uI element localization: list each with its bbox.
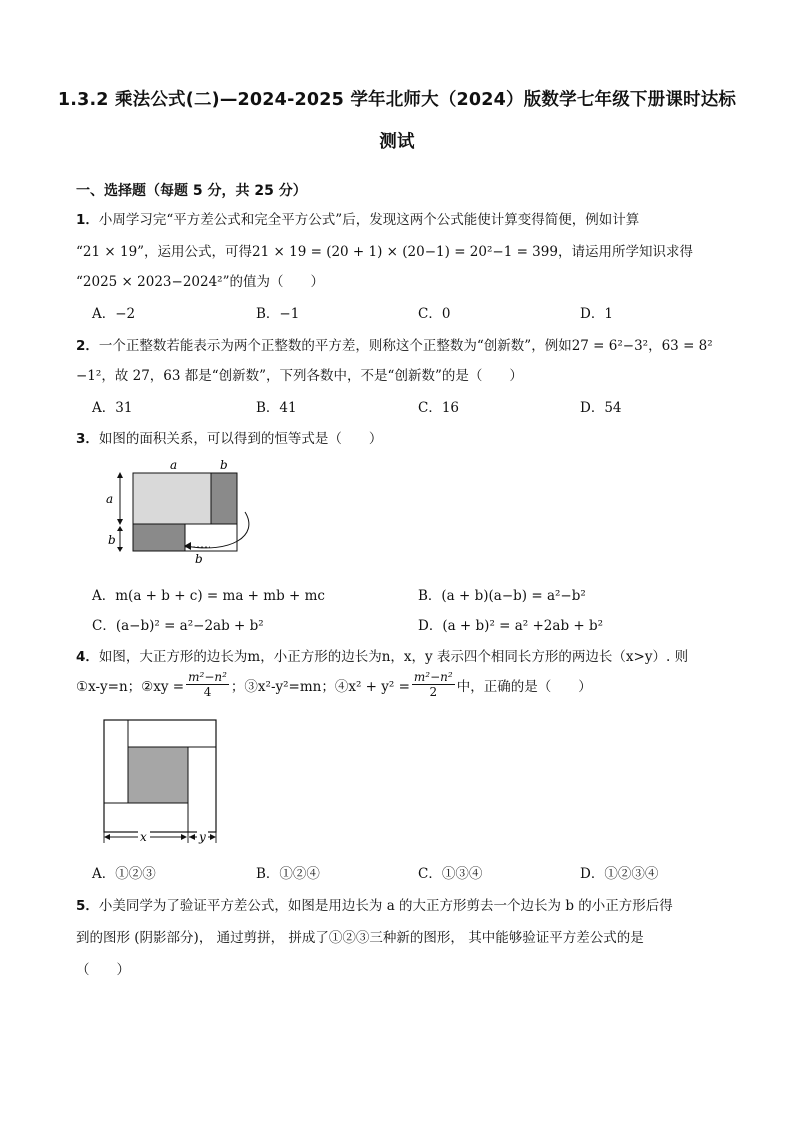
question-4-number: 4． xyxy=(76,649,99,665)
figure-label-a-left: a xyxy=(106,492,114,506)
fraction-xy xyxy=(186,670,229,699)
question-3-text: 如图的面积关系，可以得到的恒等式是（ ） xyxy=(98,431,383,447)
question-5-line-2: 到的图形 (阴影部分)， 通过剪拼， 拼成了①②③三种新的图形， 其中能够验证平方差公式的是 xyxy=(76,930,644,946)
question-4-statement-1-2: ①x-y=n；②xy = xyxy=(76,678,185,695)
fraction-sum-squares xyxy=(412,670,455,699)
strip-b-bottom xyxy=(133,524,185,551)
question-3-option-d[interactable]: D．(a + b)² = a² +2ab + b² xyxy=(418,618,604,634)
question-1-line-1 xyxy=(76,208,639,228)
question-1-option-d[interactable]: D．1 xyxy=(580,306,613,322)
figure-label-x: x xyxy=(140,830,147,844)
question-3-option-a[interactable]: A．m(a + b + c) = ma + mb + mc xyxy=(92,588,325,604)
question-2-option-b[interactable]: B．41 xyxy=(256,400,297,416)
fraction-sum-denominator: 2 xyxy=(429,685,438,699)
question-3-option-b[interactable]: B．(a + b)(a−b) = a²−b² xyxy=(418,588,586,604)
question-5-number: 5． xyxy=(76,898,99,914)
rectangle-a-by-a xyxy=(133,473,211,524)
question-2-line-2: −1²，故 27，63 都是“创新数”，下列各数中，不是“创新数”的是（ ） xyxy=(76,368,523,384)
section-heading: 一、选择题（每题 5 分，共 25 分） xyxy=(76,183,307,199)
question-2-text: 一个正整数若能表示为两个正整数的平方差，则称这个正整数为“创新数”，例如27 = 6²−3²，63 = 8² xyxy=(98,338,713,354)
question-5-line-1 xyxy=(76,894,673,914)
fraction-xy-numerator: m²−n² xyxy=(188,670,227,684)
question-1-text: 小周学习完“平方差公式和完全平方公式”后，发现这两个公式能使计算变得简便，例如计算 xyxy=(98,212,640,228)
arrow-head-up xyxy=(117,472,123,478)
arrow-head-down-b xyxy=(117,547,123,552)
question-2-option-c[interactable]: C．16 xyxy=(418,400,460,416)
question-4-text: 如图，大正方形的边长为m，小正方形的边长为n，x，y 表示四个相同长方形的两边长（x>y）. 则 xyxy=(98,649,689,665)
arrow-x-right xyxy=(181,834,187,840)
page-title-continued: 测试 xyxy=(379,132,415,152)
question-4-option-b[interactable]: B．①②④ xyxy=(256,866,320,882)
figure-label-y: y xyxy=(199,830,206,844)
question-1-line-3: “2025 × 2023−2024²”的值为（ ） xyxy=(76,274,324,290)
question-4-figure xyxy=(100,717,225,847)
figure-label-a-top: a xyxy=(170,458,178,472)
fraction-xy-denominator: 4 xyxy=(203,685,212,699)
question-4-option-d[interactable]: D．①②③④ xyxy=(580,866,659,882)
question-3-option-c[interactable]: C．(a−b)² = a²−2ab + b² xyxy=(92,618,264,634)
inner-square xyxy=(128,747,188,803)
question-3-number: 3． xyxy=(76,431,99,447)
question-3-figure xyxy=(100,456,270,566)
question-2-line-1 xyxy=(76,334,713,354)
question-2-number: 2． xyxy=(76,338,99,354)
question-4-line-2 xyxy=(76,670,592,699)
question-2-option-d[interactable]: D．54 xyxy=(580,400,622,416)
question-1-line-2: “21 × 19”，运用公式，可得21 × 19 = (20 + 1) × (20−1) = 20²−1 = 399，请运用所学知识求得 xyxy=(76,244,693,260)
question-4-option-a[interactable]: A．①②③ xyxy=(92,866,156,882)
question-5-line-3: （ ） xyxy=(76,962,130,978)
question-4-question: 中，正确的是（ ） xyxy=(456,678,592,695)
question-1-option-b[interactable]: B．−1 xyxy=(256,306,300,322)
question-1-number: 1． xyxy=(76,212,99,228)
arrow-head-up-b xyxy=(117,526,123,531)
strip-b-right xyxy=(211,473,237,524)
figure-label-b-bottom: b xyxy=(195,552,203,566)
arrow-y-left xyxy=(189,834,195,840)
question-1-option-a[interactable]: A．−2 xyxy=(92,306,136,322)
page-title: 1.3.2 乘法公式(二)—2024-2025 学年北师大（2024）版数学七年级下册课时达标 xyxy=(57,90,737,110)
arrow-head-down xyxy=(117,519,123,525)
fraction-sum-numerator: m²−n² xyxy=(413,670,453,684)
arrow-y-right xyxy=(210,834,216,840)
question-4-line-1 xyxy=(76,645,688,665)
figure-label-b-top: b xyxy=(220,458,228,472)
question-5-text: 小美同学为了验证平方差公式，如图是用边长为 a 的大正方形剪去一个边长为 b 的小正方形后得 xyxy=(98,898,673,914)
question-4-option-c[interactable]: C．①③④ xyxy=(418,866,483,882)
figure-label-b-left: b xyxy=(108,533,116,547)
question-3-line-1 xyxy=(76,427,382,447)
question-1-option-c[interactable]: C．0 xyxy=(418,306,451,322)
question-4-statement-3-4: ；③x²-y²=mn；④x² + y² = xyxy=(230,678,410,695)
question-2-option-a[interactable]: A．31 xyxy=(92,400,133,416)
arrow-x-left xyxy=(104,834,110,840)
